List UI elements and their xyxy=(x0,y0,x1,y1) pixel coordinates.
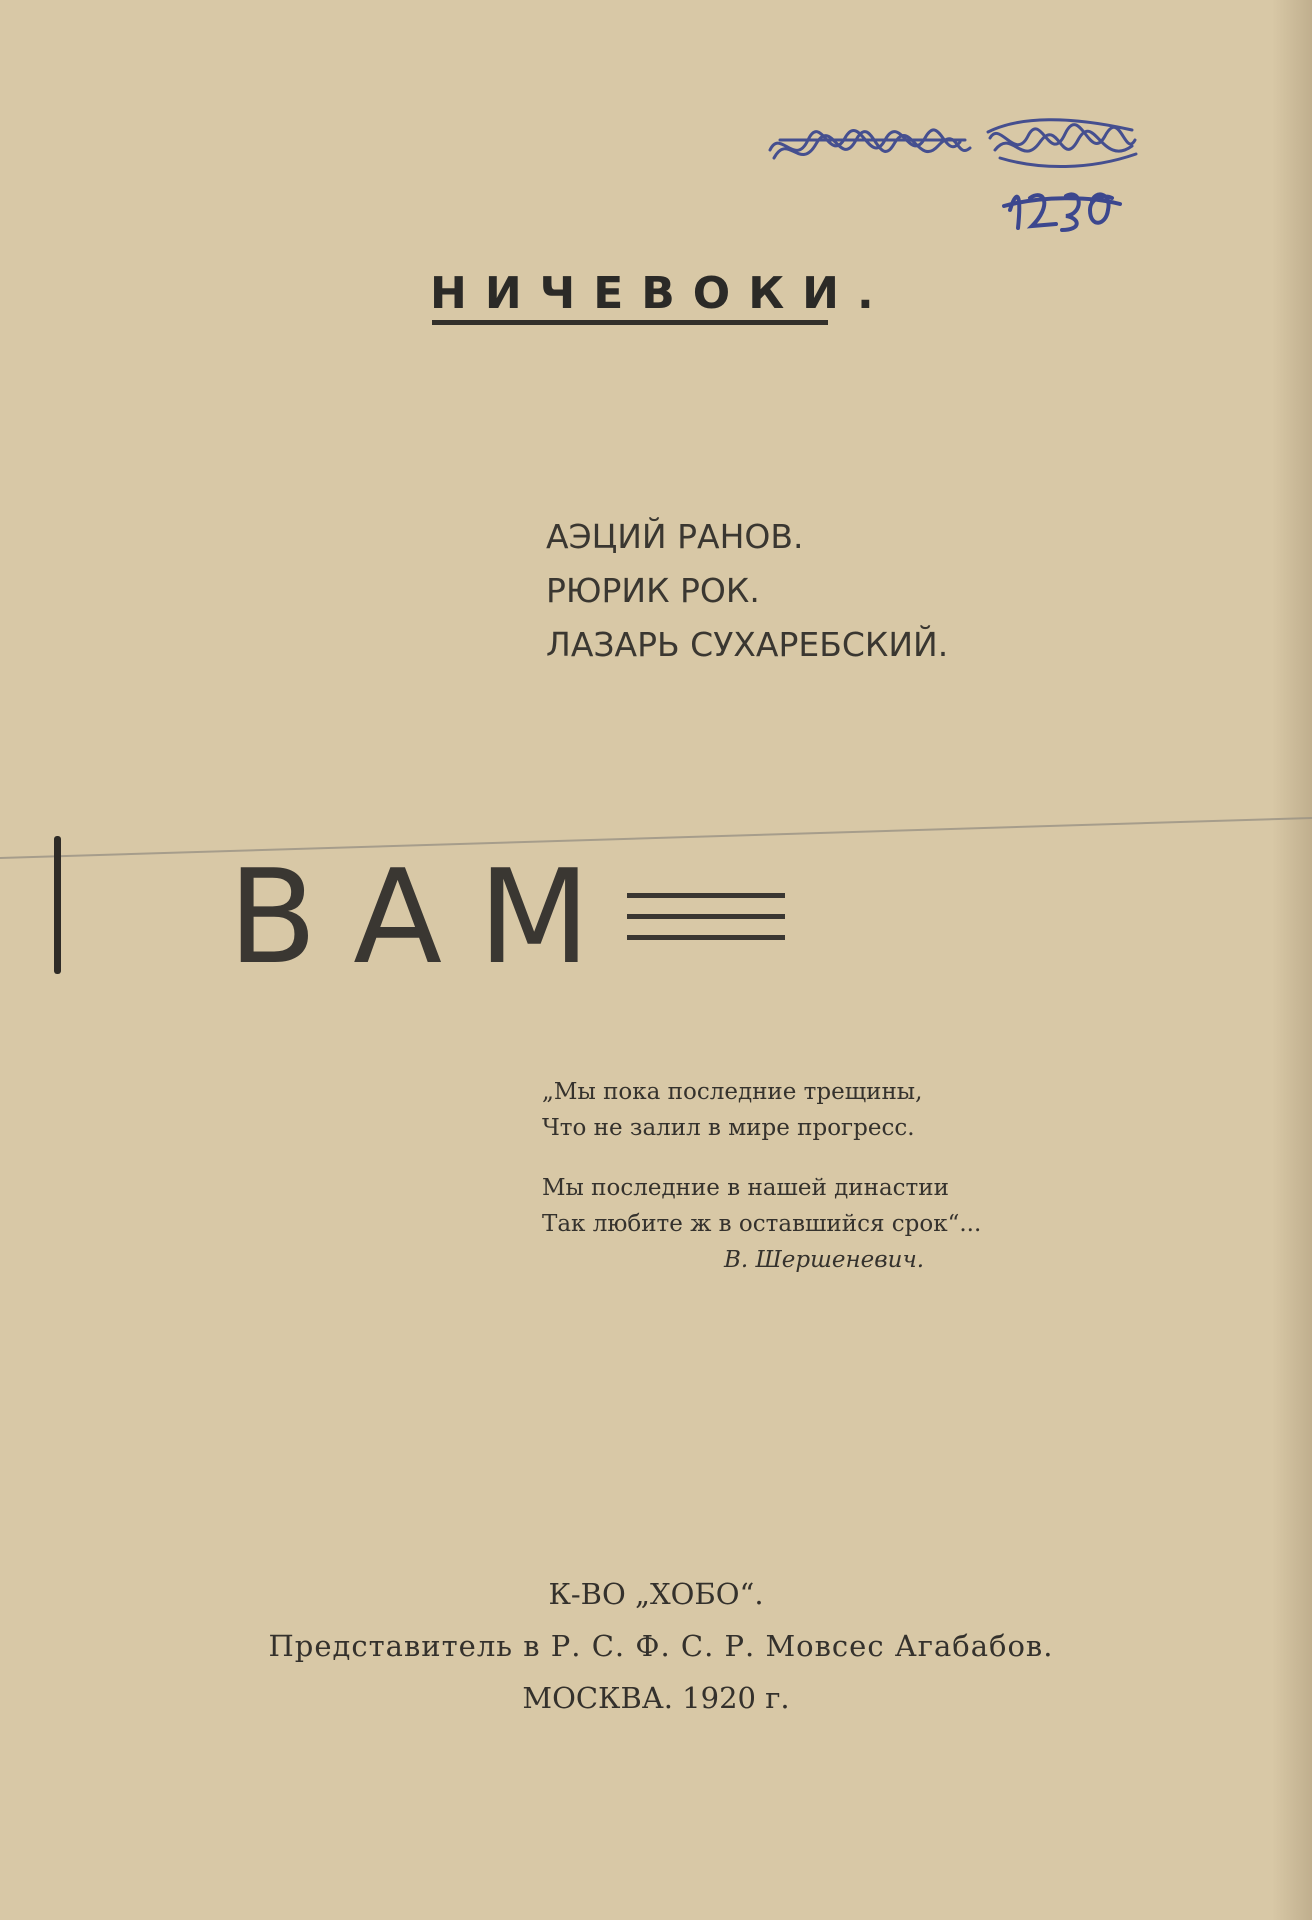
book-title-vam: ВАМ xyxy=(228,841,627,993)
title-underline xyxy=(432,320,828,325)
epigraph-line: Мы последние в нашей династии xyxy=(542,1175,949,1201)
title-nichevoki: НИЧЕВОКИ. xyxy=(430,268,892,319)
author-name: ЛАЗАРЬ СУХАРЕБСКИЙ. xyxy=(546,625,949,664)
epigraph-line: Так любите ж в оставшийся срок“... xyxy=(542,1211,982,1237)
epigraph-line: „Мы пока последние трещины, xyxy=(542,1079,923,1105)
representative-line: Представитель в Р. С. Ф. С. Р. Мовсес Агабабов. xyxy=(268,1629,1054,1663)
epigraph-attribution: В. Шершеневич. xyxy=(724,1247,925,1273)
triple-rule-ornament xyxy=(627,893,785,953)
left-margin-mark xyxy=(54,836,61,974)
stanza-gap xyxy=(542,1146,1062,1170)
imprint xyxy=(0,1568,1312,1724)
epigraph-line: Что не залил в мире прогресс. xyxy=(542,1115,915,1141)
rule-line xyxy=(627,914,785,919)
epigraph xyxy=(542,1074,1062,1278)
author-name: АЭЦИЙ РАНОВ. xyxy=(546,517,804,556)
authors-list xyxy=(546,510,1106,672)
rule-line xyxy=(627,935,785,940)
author-name: РЮРИК РОК. xyxy=(546,571,760,610)
city-year-line: МОСКВА. 1920 г. xyxy=(522,1681,790,1715)
publisher-line: К-ВО „ХОБО“. xyxy=(548,1577,764,1611)
ink-stamp xyxy=(760,110,1140,240)
rule-line xyxy=(627,893,785,898)
